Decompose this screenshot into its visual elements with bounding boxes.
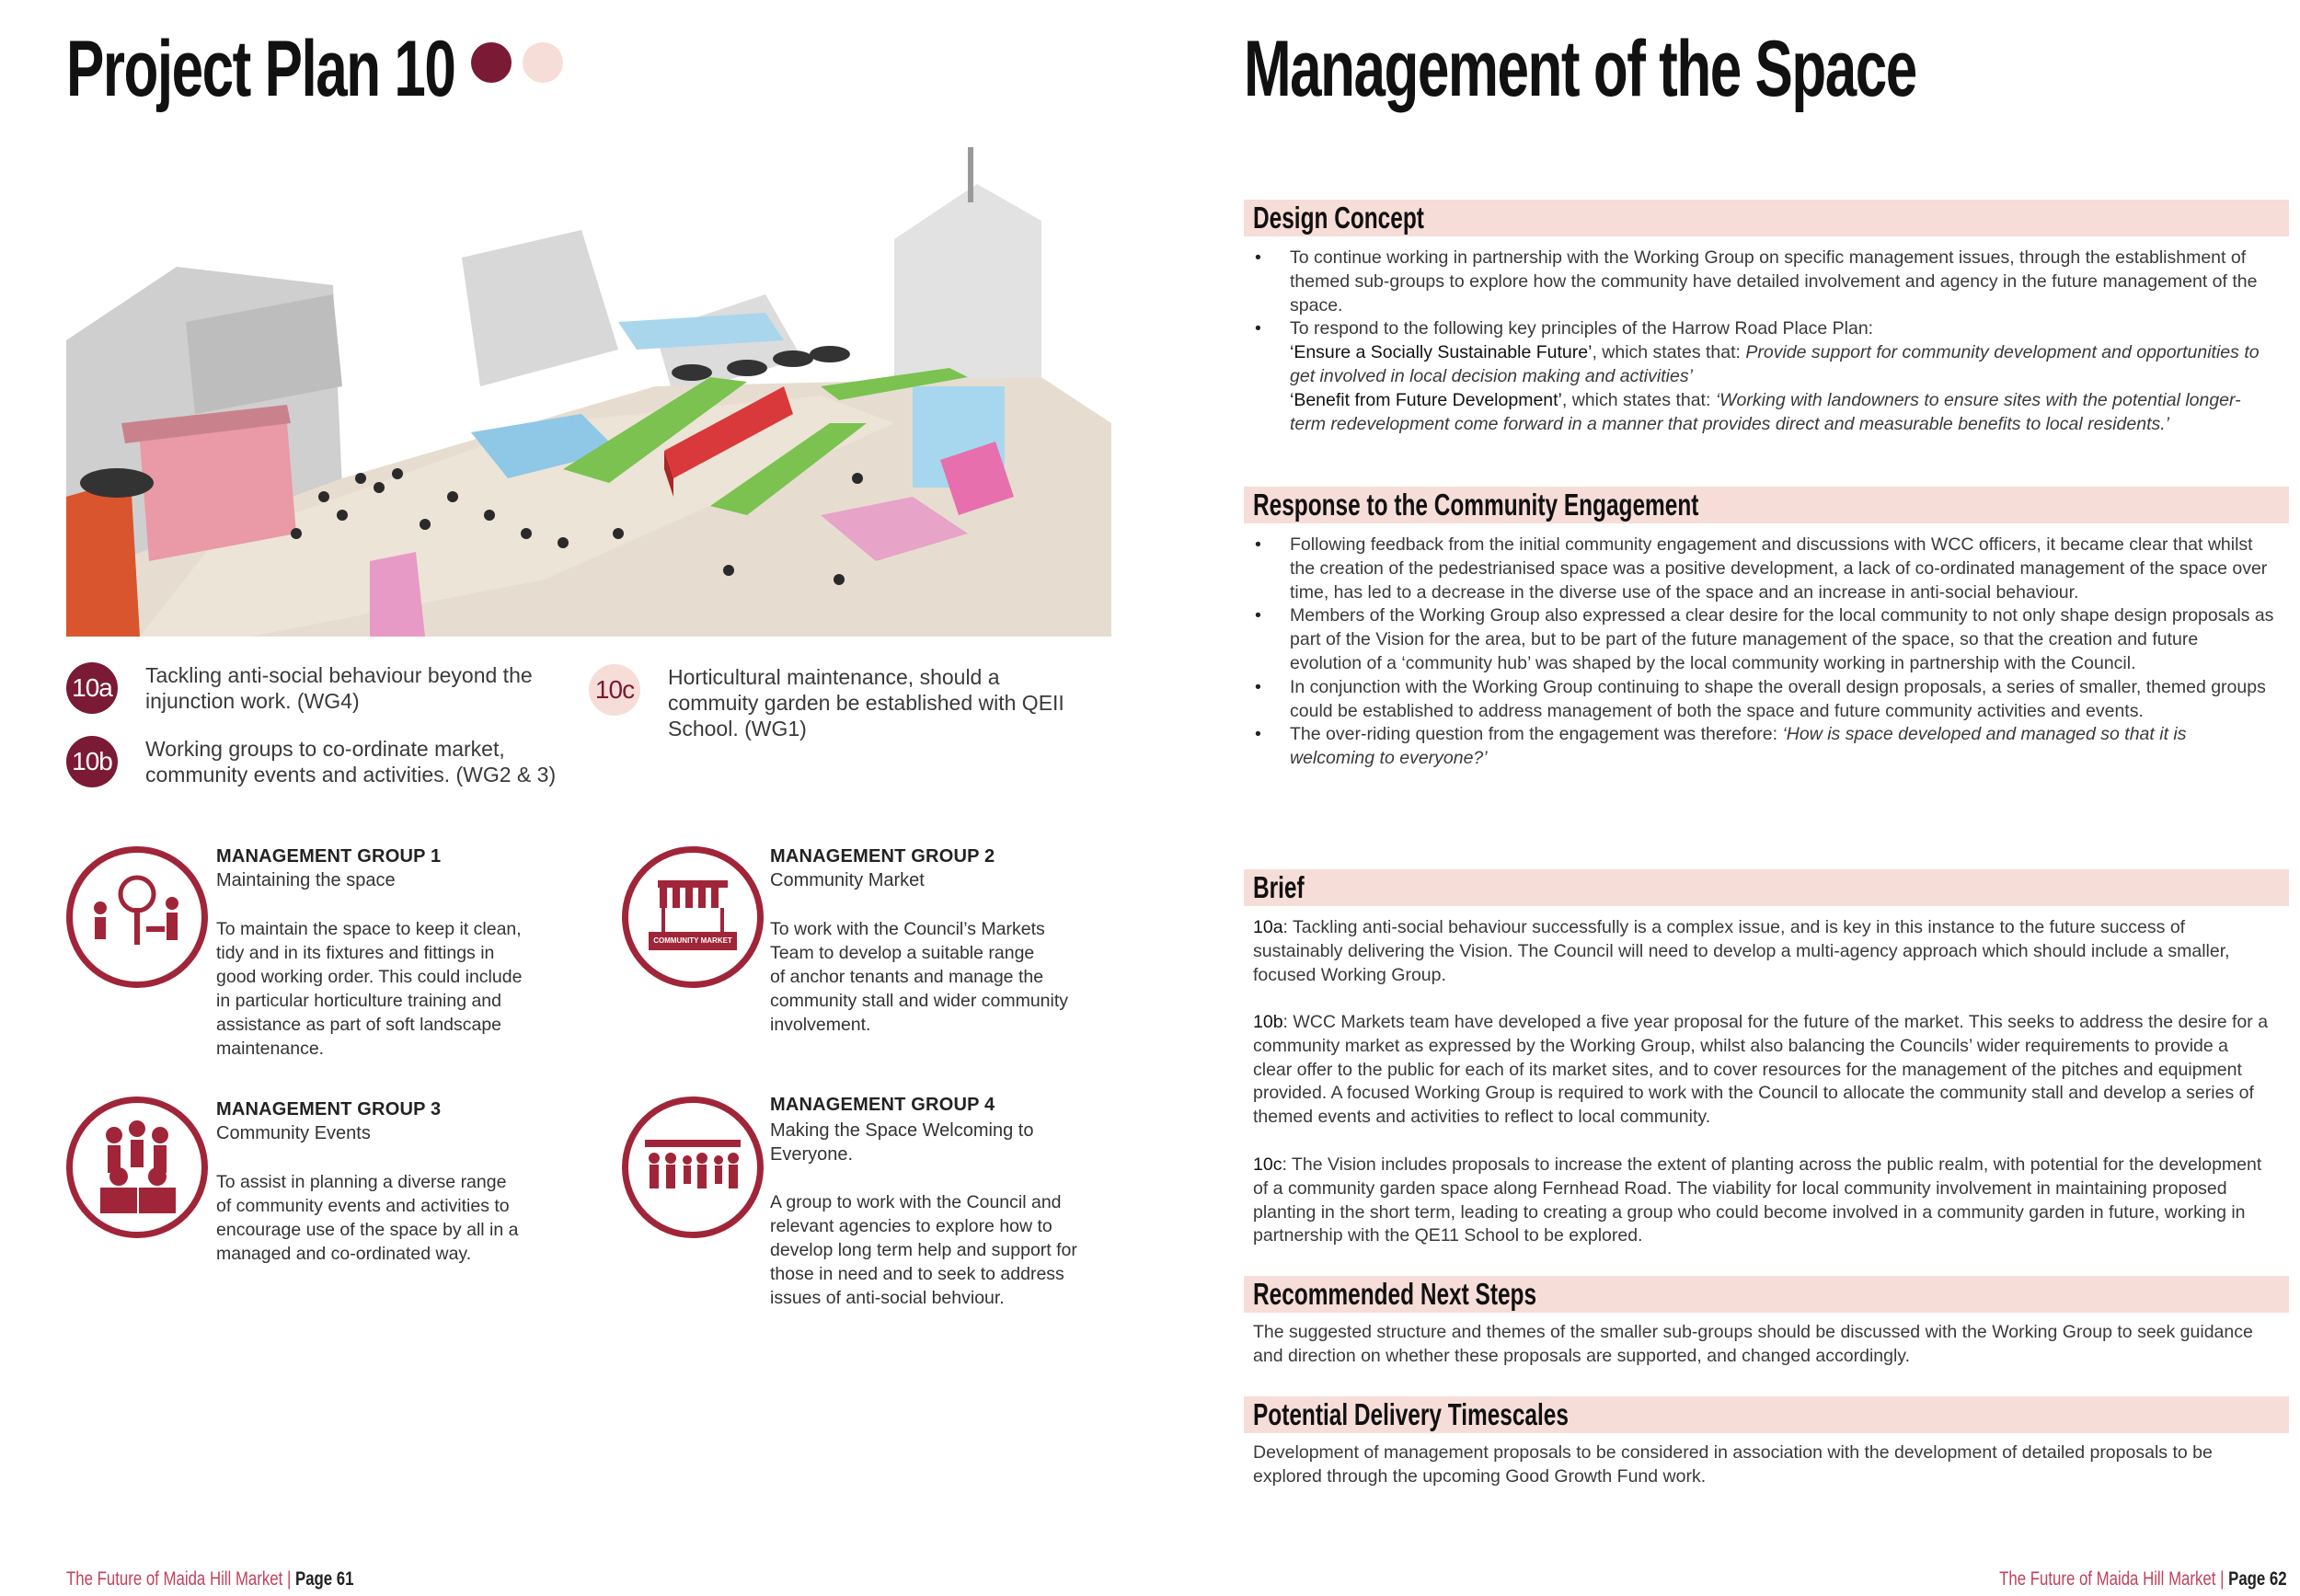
left-page-title: Project Plan 10 xyxy=(66,25,455,113)
group-1-subtitle: Maintaining the space xyxy=(216,870,396,890)
group-1-heading: MANAGEMENT GROUP 1 xyxy=(216,846,442,867)
pink-dot xyxy=(523,42,563,83)
design-concept-bullet-1: • To continue working in partnership with the Working Group on specific management issues, through the establishment of themed sub-groups to explore how the community have detailed involvement and agency in the future management of the space. xyxy=(1253,247,2274,317)
response-bullet-2: • Members of the Working Group also expressed a clear desire for the local community to not only shape design proposals as part of the Vision for the area, but to be part of the future management of the space, so that the creation and future evolution of a ‘community hub’ was shaped by the local community working in partnership with the Council. xyxy=(1253,604,2274,675)
response-bullet-3: • In conjunction with the Working Group continuing to shape the overall design proposals, a series of smaller, themed groups could be established to address management of both the space and future community activities and events. xyxy=(1253,676,2274,724)
group-4-subtitle: Making the Space Welcoming to Everyone. xyxy=(770,1120,1034,1165)
timescales-heading: Potential Delivery Timescales xyxy=(1253,1397,1569,1431)
response-body xyxy=(1253,534,2274,771)
brief-10c: 10c: The Vision includes proposals to increase the extent of planting across the public realm, with potential for the development of a community garden space along Fernhead Road. The viability for local community involvement in maintaining proposed planting in the short term, leading to creating a group who could become involved in a community garden in future, working in partnership with the QE11 School to be explored. xyxy=(1253,1154,2262,1246)
community-people-icon xyxy=(622,1097,764,1238)
next-steps-heading: Recommended Next Steps xyxy=(1253,1277,1537,1311)
group-3-heading: MANAGEMENT GROUP 3 xyxy=(216,1099,442,1119)
brief-10a: 10a: Tackling anti-social behaviour successfully is a complex issue, and is key in this instance to the future success of sustainably delivering the Vision. The Council will need to develop a multi-agency approach which should include a smaller, focused Working Group. xyxy=(1253,917,2230,985)
badge-10c: 10c xyxy=(589,664,640,716)
design-concept-heading: Design Concept xyxy=(1253,201,1424,235)
badge-10a: 10a xyxy=(66,662,118,714)
next-steps-body: The suggested structure and themes of the smaller sub-groups should be discussed with the Working Group to seek guidance and direction on whether these proposals are supported, and changed accordingly. xyxy=(1253,1322,2253,1366)
left-footer: The Future of Maida Hill Market | Page 61 xyxy=(66,1568,354,1590)
legend-10a-text: Tackling anti-social behaviour beyond the injunction work. (WG4) xyxy=(145,663,533,713)
design-concept-body xyxy=(1253,247,2274,436)
brief-bar xyxy=(1244,869,2289,906)
badge-10b: 10b xyxy=(66,736,118,787)
group-2-body: To work with the Council’s Markets Team to develop a suitable range of anchor tenants and manage the community stall and wider community involvement. xyxy=(770,919,1069,1035)
market-icon-label: COMMUNITY MARKET xyxy=(653,936,732,945)
response-heading: Response to the Community Engagement xyxy=(1253,488,1699,522)
maintenance-icon xyxy=(66,846,208,988)
events-celebration-icon xyxy=(66,1097,208,1238)
brief-heading: Brief xyxy=(1253,870,1305,904)
design-concept-bullet-2: • To respond to the following key principles of the Harrow Road Place Plan: ‘Ensure a Socially Sustainable Future’, which states that: Provide support for community development and opportunities to get involved in local decision making and activities’ ‘Benefit from Future Development’, which states that: ‘Working with landowners to ensure sites with the potential longer-term redevelopment come forward in a manner that provides direct and measurable benefits to local residents.’ xyxy=(1253,317,2274,436)
brief-10b: 10b: WCC Markets team have developed a five year proposal for the future of the market. This seeks to address the desire for a community market as expressed by the Working Group, whilst also balancing the Councils’ wider requirements to provide a clear offer to the public for each of its market sites, and to cover resources for the management of the pitches and equipment provided. A focused Working Group is required to work with the Council to allocate the community stall and develop a series of themed events and activities to reflect to local community. xyxy=(1253,1012,2269,1128)
group-2-subtitle: Community Market xyxy=(770,870,925,890)
response-bullet-4: • The over-riding question from the engagement was therefore: ‘How is space developed and managed so that it is welcoming to everyone?’ xyxy=(1253,723,2274,771)
legend-10b-text: Working groups to co-ordinate market, community events and activities. (WG2 & 3) xyxy=(145,737,557,787)
group-2-heading: MANAGEMENT GROUP 2 xyxy=(770,846,995,867)
group-1-body: To maintain the space to keep it clean, tidy and in its fixtures and fittings in good working order. This could include in particular horticulture training and assistance as part of soft landscape maintenance. xyxy=(216,919,523,1059)
timescales-body: Development of management proposals to be considered in association with the development of detailed proposals to be explored through the upcoming Good Growth Fund work. xyxy=(1253,1442,2213,1487)
right-page-title: Management of the Space xyxy=(1244,25,1916,113)
group-4-body: A group to work with the Council and relevant agencies to explore how to develop long term help and support for those in need and to seek to address issues of anti-social behviour. xyxy=(770,1192,1077,1308)
street-scene-illustration xyxy=(66,147,1111,637)
group-4-heading: MANAGEMENT GROUP 4 xyxy=(770,1095,995,1115)
group-3-body: To assist in planning a diverse range of community events and activities to encourage use of the space by all in a managed and co-ordinated way. xyxy=(216,1172,519,1264)
right-footer: The Future of Maida Hill Market | Page 62 xyxy=(1999,1568,2287,1590)
response-bullet-1: • Following feedback from the initial community engagement and discussions with WCC officers, it became clear that whilst the creation of the pedestrianised space was a positive development, a lack of co-ordinated management of the space over time, has led to a decrease in the diverse use of the space and an increase in anti-social behaviour. xyxy=(1253,534,2274,604)
group-3-subtitle: Community Events xyxy=(216,1123,371,1143)
maroon-dot xyxy=(471,42,512,83)
legend-10c-text: Horticultural maintenance, should a commuity garden be established with QEII School. (WG1) xyxy=(668,665,1064,741)
market-stall-icon xyxy=(622,846,764,988)
